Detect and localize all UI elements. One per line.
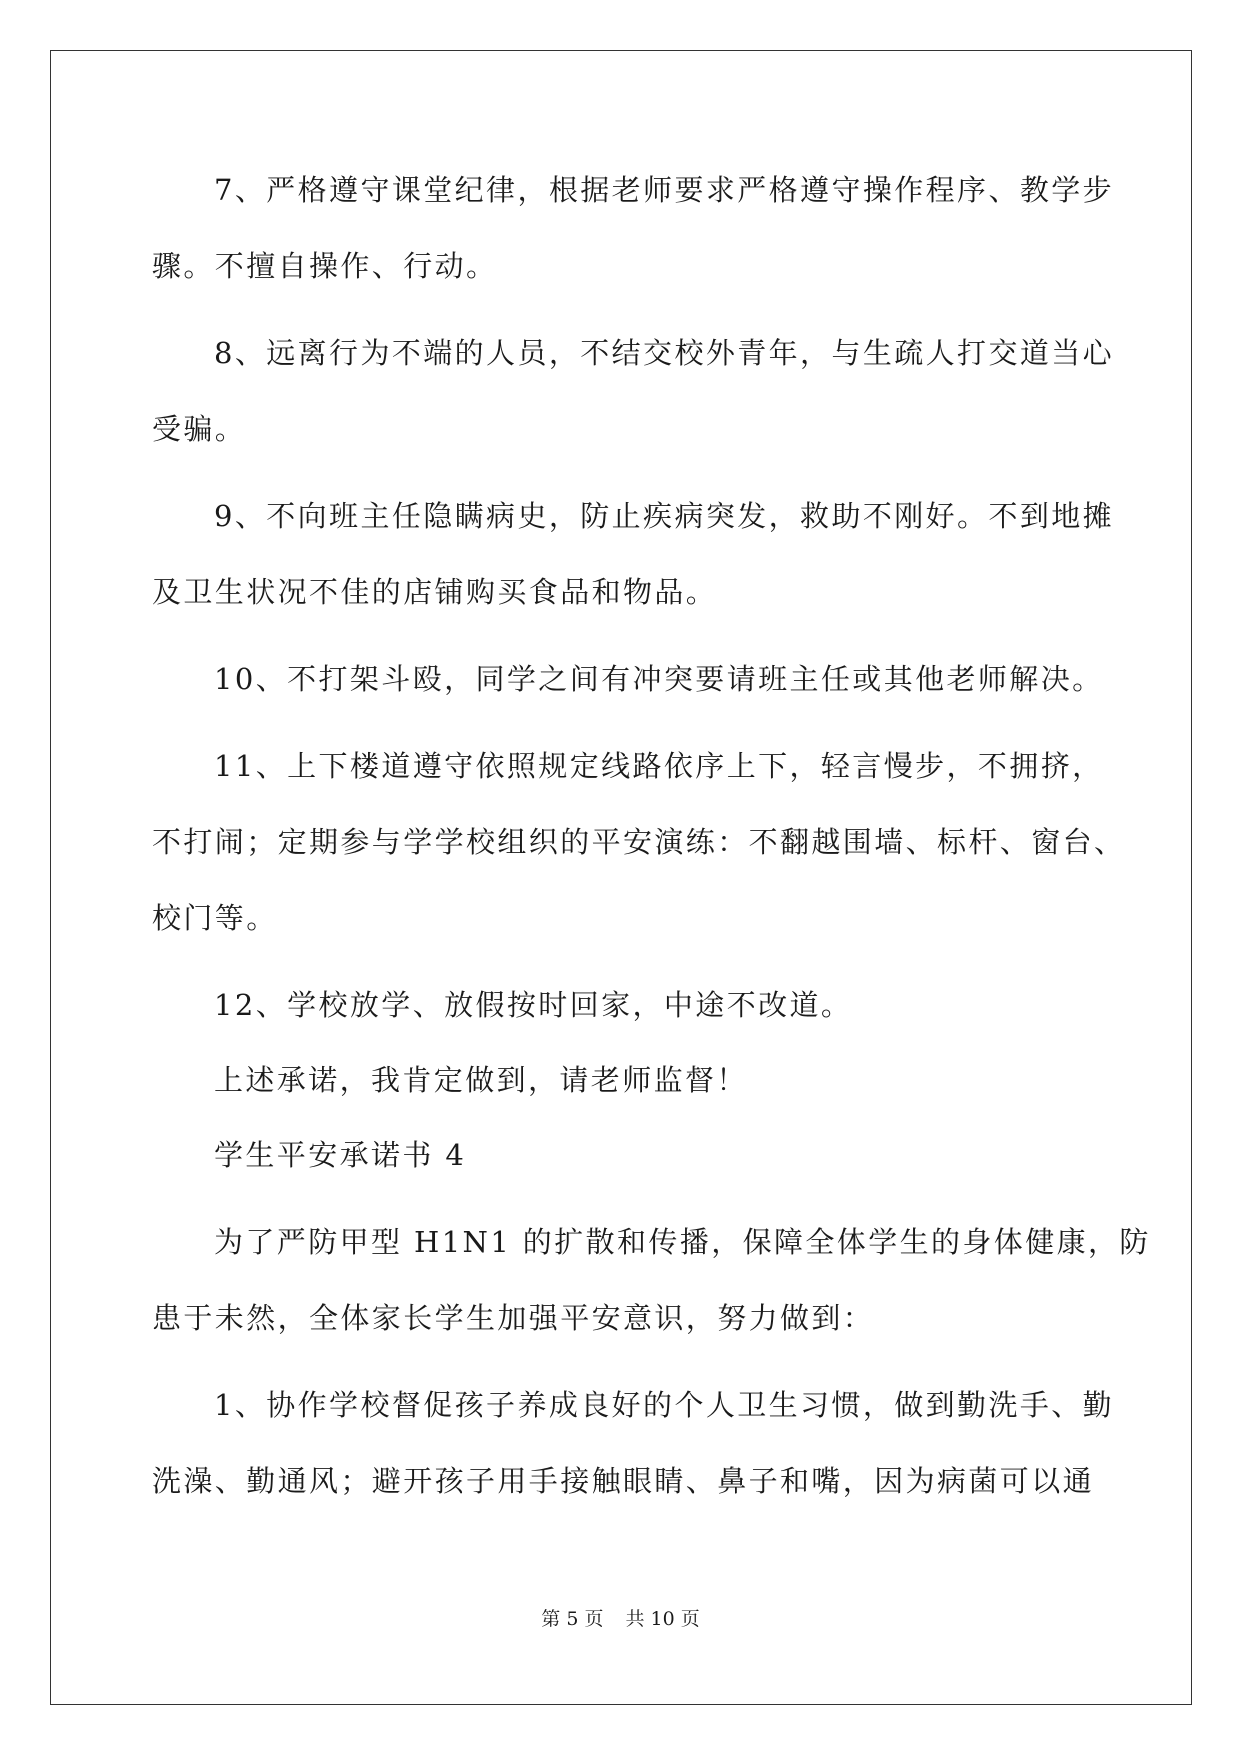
section-title: 学生平安承诺书 4 (214, 1138, 467, 1172)
paragraph-line: 上述承诺，我肯定做到，请老师监督！ (214, 1063, 748, 1097)
paragraph-line: 及卫生状况不佳的店铺购买食品和物品。 (152, 575, 718, 609)
paragraph-line: 为了严防甲型 H1N1 的扩散和传播，保障全体学生的身体健康，防 (214, 1225, 1151, 1259)
paragraph-line: 校门等。 (152, 901, 278, 935)
paragraph-line: 9、不向班主任隐瞒病史，防止疾病突发，救助不刚好。不到地摊 (214, 499, 1115, 533)
paragraph-line: 患于未然，全体家长学生加强平安意识，努力做到： (152, 1301, 875, 1335)
paragraph-line: 1、协作学校督促孩子养成良好的个人卫生习惯，做到勤洗手、勤 (214, 1388, 1115, 1422)
paragraph-line: 不打闹；定期参与学学校组织的平安演练：不翻越围墙、标杆、窗台、 (152, 825, 1126, 859)
paragraph-line: 8、远离行为不端的人员，不结交校外青年，与生疏人打交道当心 (214, 336, 1115, 370)
paragraph-line: 12、学校放学、放假按时回家，中途不改道。 (214, 988, 853, 1022)
paragraph-line: 骤。不擅自操作、行动。 (152, 249, 498, 283)
page-footer (0, 1606, 1241, 1632)
paragraph-line: 7、严格遵守课堂纪律，根据老师要求严格遵守操作程序、教学步 (214, 173, 1115, 207)
total-pages: 共 10 页 (625, 1608, 700, 1630)
page-number: 第 5 页 (541, 1608, 604, 1630)
paragraph-line: 11、上下楼道遵守依照规定线路依序上下，轻言慢步，不拥挤， (214, 749, 1104, 783)
page-border (50, 50, 1192, 1705)
paragraph-line: 10、不打架斗殴，同学之间有冲突要请班主任或其他老师解决。 (214, 662, 1104, 696)
paragraph-line: 洗澡、勤通风；避开孩子用手接触眼睛、鼻子和嘴，因为病菌可以通 (152, 1464, 1095, 1498)
paragraph-line: 受骗。 (152, 412, 247, 446)
